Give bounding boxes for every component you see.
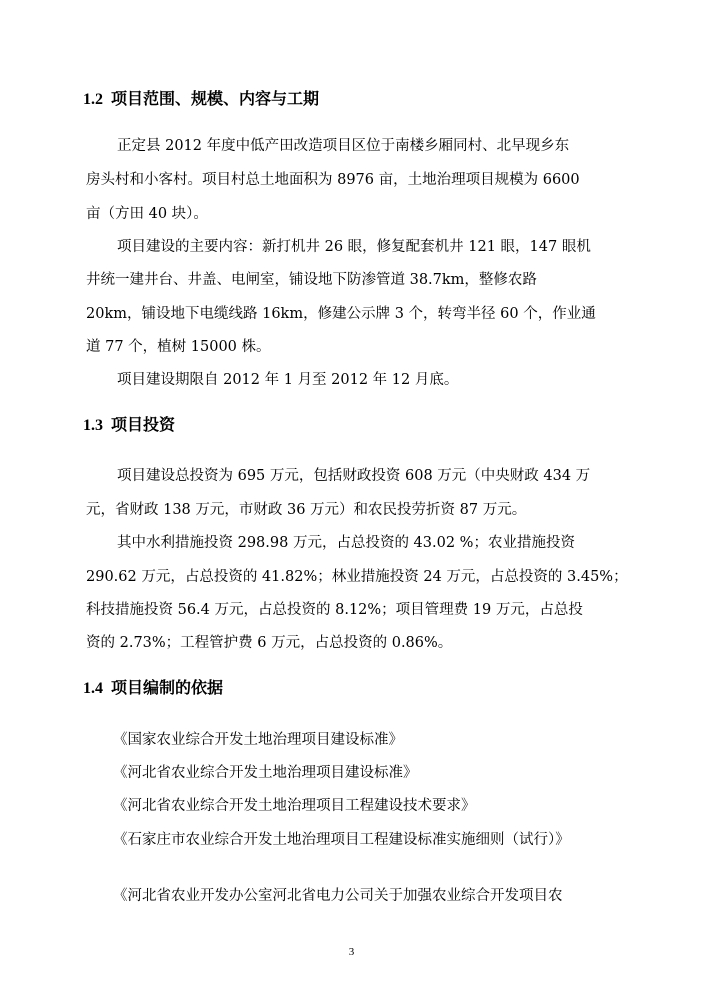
paragraph-line: 290.62 万元，占总投资的 41.82%；林业措施投资 24 万元，占总投资的 3.45%； [86,569,628,585]
reference-item: 《河北省农业综合开发土地治理项目工程建设技术要求》 [113,798,476,814]
paragraph-line: 项目建设总投资为 695 万元，包括财政投资 608 万元（中央财政 434 万 [117,468,591,484]
section-title: 项目编制的依据 [111,678,224,697]
paragraph-line: 房头村和小客村。项目村总土地面积为 8976 亩，土地治理项目规模为 6600 [86,172,580,188]
page-number: 3 [348,946,355,958]
section-number: 1.3 [83,417,103,434]
section-title: 项目投资 [111,415,176,434]
section-number: 1.4 [83,680,103,697]
section-heading-1-3 [83,414,175,437]
paragraph-line: 项目建设期限自 2012 年 1 月至 2012 年 12 月底。 [117,372,459,388]
paragraph-line: 元，省财政 138 万元，市财政 36 万元）和农民投劳折资 87 万元。 [86,502,527,518]
paragraph-line: 亩（方田 40 块）。 [86,206,208,222]
section-heading-1-2 [83,88,319,111]
paragraph-line: 道 77 个，植树 15000 株。 [86,339,271,355]
paragraph-line: 项目建设的主要内容：新打机井 26 眼，修复配套机井 121 眼，147 眼机 [117,239,591,255]
section-number: 1.2 [83,91,103,108]
section-title: 项目范围、规模、内容与工期 [111,89,320,108]
reference-item: 《河北省农业综合开发土地治理项目建设标准》 [113,765,418,781]
paragraph-line: 科技措施投资 56.4 万元，占总投资的 8.12%；项目管理费 19 万元，占总投 [86,602,583,618]
section-heading-1-4 [83,677,223,700]
paragraph-line: 井统一建井台、井盖、电闸室，铺设地下防渗管道 38.7km，整修农路 [86,272,537,288]
paragraph-line: 资的 2.73%；工程管护费 6 万元，占总投资的 0.86%。 [86,635,453,651]
paragraph-line: 正定县 2012 年度中低产田改造项目区位于南楼乡厢同村、北早现乡东 [117,138,570,154]
reference-item: 《石家庄市农业综合开发土地治理项目工程建设标准实施细则（试行）》 [113,832,570,848]
reference-item: 《河北省农业开发办公室河北省电力公司关于加强农业综合开发项目农 [113,888,563,904]
reference-item: 《国家农业综合开发土地治理项目建设标准》 [113,732,403,748]
paragraph-line: 其中水利措施投资 298.98 万元，占总投资的 43.02 %；农业措施投资 [117,535,575,551]
paragraph-line: 20km，铺设地下电缆线路 16km，修建公示牌 3 个，转弯半径 60 个，作业通 [86,306,596,322]
